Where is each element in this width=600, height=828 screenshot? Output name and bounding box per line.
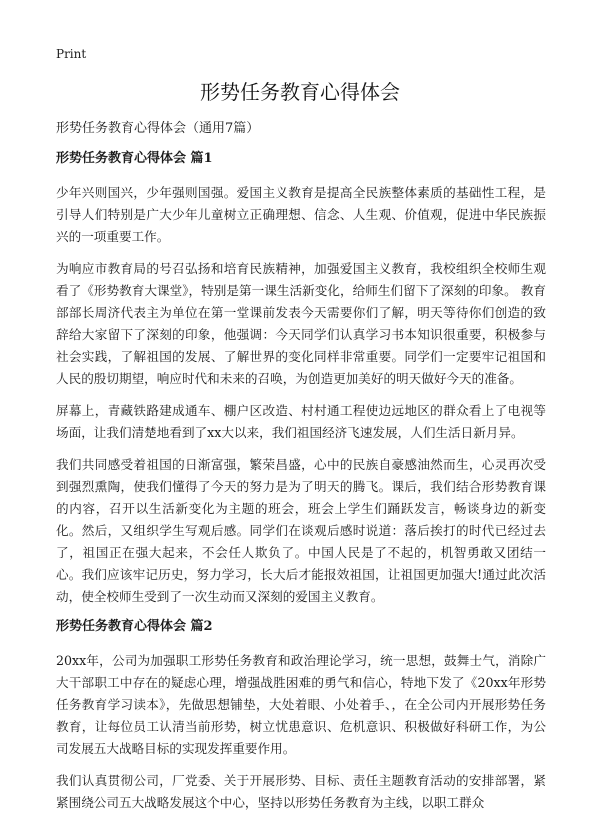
document-body xyxy=(56,150,546,824)
paragraph: 我们认真贯彻公司，厂党委、关于开展形势、目标、责任主题教育活动的安排部署，紧紧围绕公司五大战略发展这个中心，坚持以形势任务教育为主线，以职工群众 xyxy=(56,773,546,810)
paragraph: 屏幕上，青藏铁路建成通车、棚户区改造、村村通工程使边远地区的群众看上了电视等场面，让我们清楚地看到了xx大以来，我们祖国经济飞速发展，人们生活日新月异。 xyxy=(56,403,546,440)
paragraph: 20xx年，公司为加强职工形势任务教育和政治理论学习，统一思想，鼓舞士气，消除广大干部职工中存在的疑虑心理，增强战胜困难的勇气和信心，特地下发了《20xx年形势任务教育学习读本》，先做思想铺垫，大处着眼、小处着手、，在全公司内开展形势任务教育，让每位员工认清当前形势，树立忧患意识、危机意识、积极做好科研工作，为公司发展五大战略目标的实现发挥重要作用。 xyxy=(56,653,546,756)
paragraph: 我们共同感受着祖国的日渐富强，繁荣昌盛，心中的民族自豪感油然而生，心灵再次受到强烈熏陶，使我们懂得了今天的努力是为了明天的腾飞。课后，我们结合形势教育课的内容，召开以生活新变化为主题的班会，班会上学生们踊跃发言，畅谈身边的新变化。然后，又组织学生写观后感。同学们在谈观后感时说道：落后挨打的时代已经过去了，祖国正在强大起来，不会任人欺负了。中国人民是了不起的，机智勇敢又团结一心。我们应该牢记历史，努力学习，长大后才能报效祖国，让祖国更加强大!通过此次活动，使全校师生受到了一次生动而又深刻的爱国主义教育。 xyxy=(56,457,546,604)
paragraph: 少年兴则国兴，少年强则国强。爱国主义教育是提高全民族整体素质的基础性工程，是引导人们特别是广大少年儿童树立正确理想、信念、人生观、价值观，促进中华民族振兴的一项重要工作。 xyxy=(56,185,546,244)
paragraph: 为响应市教育局的号召弘扬和培育民族精神，加强爱国主义教育，我校组织全校师生观看了《形势教育大课堂》，特别是第一课生活新变化，给师生们留下了深刻的印象。 教育部部长周济代表主为单位在第一堂课前发表今天需要你们了解，明天等待你们创造的致辞给大家留下了深刻的印象，他强调：今天同学们认真学习书本知识很重要，积极参与社会实践，了解祖国的发展、了解世界的变化同样非常重要。同学们一定要牢记祖国和人民的殷切期望，响应时代和未来的召唤，为创造更加美好的明天做好今天的准备。 xyxy=(56,261,546,386)
page-title: 形势任务教育心得体会 xyxy=(200,80,400,104)
document-subtitle: 形势任务教育心得体会（通用7篇） xyxy=(56,121,260,136)
section-heading: 形势任务教育心得体会 篇1 xyxy=(56,151,213,166)
section-heading: 形势任务教育心得体会 篇2 xyxy=(56,619,213,634)
print-link[interactable]: Print xyxy=(56,47,87,61)
section-1 xyxy=(56,150,546,608)
section-2 xyxy=(56,618,546,814)
